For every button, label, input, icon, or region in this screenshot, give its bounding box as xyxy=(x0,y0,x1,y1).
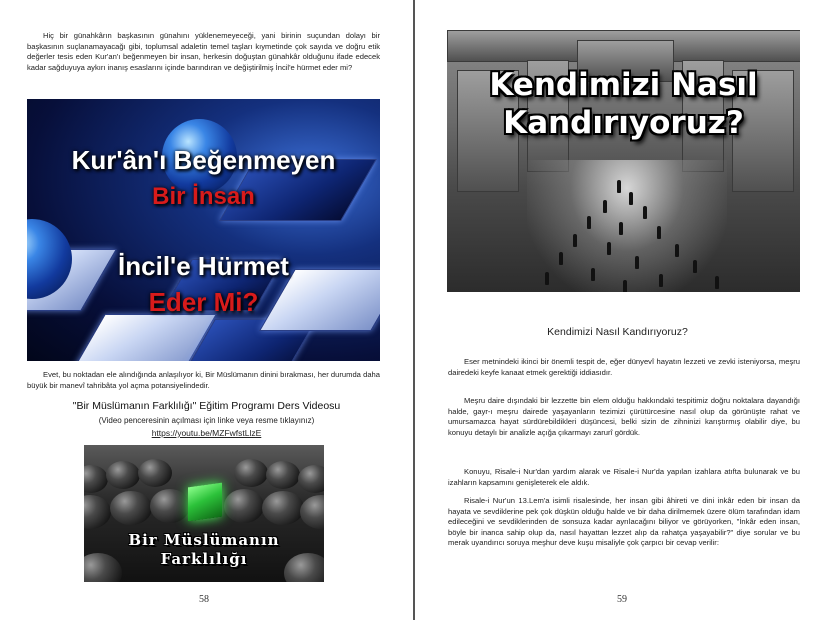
person xyxy=(623,280,627,292)
person xyxy=(573,234,577,247)
right-paragraph-3: Konuyu, Risale-i Nur'dan yardım alarak ve Risale-i Nur'da yapılan izahlara atıfta bulunarak ve bu izahların kapsamını genişleterek ele aldık. xyxy=(448,467,800,487)
ball xyxy=(262,491,304,525)
ball xyxy=(224,489,264,523)
ball xyxy=(298,465,324,493)
ball xyxy=(150,489,190,523)
ball xyxy=(138,459,172,487)
kendimizi-title-line2: Kandırıyoruz? xyxy=(503,105,744,141)
ball xyxy=(84,495,111,529)
kuran-title-line4: Eder Mi? xyxy=(148,287,259,317)
person xyxy=(629,192,633,205)
person xyxy=(619,222,623,235)
person xyxy=(635,256,639,269)
right-paragraph-4: Risale-i Nur'un 13.Lem'a isimli risalesinde, her insan gibi âhireti ve dini inkâr eden bir insan da hayata ve sevdiklerine pek çok düşkün olduğu halde ve bir daha dirilmemek üzere ölüm tarafından idam edileceğini ve sevdiklerinden de sonsuza kadar ayrılacağını biliyor ve görüyorken, "İnkâr eden insan, böyle bir inanca sahip olup da, nasıl hayattan lezzet alıp da rahatça yaşayabilir?" diye sorular ve bu merak uyandırıcı soruya meşhur deve kuşu misaliyle çok çarpıcı bir cevap verilir: xyxy=(448,496,800,548)
kendimizi-image xyxy=(447,30,800,292)
ball xyxy=(84,465,108,493)
bir-title-line1: Bir Müslümanın xyxy=(128,531,280,549)
person xyxy=(693,260,697,273)
person xyxy=(587,216,591,229)
person xyxy=(715,276,719,289)
person xyxy=(591,268,595,281)
ball xyxy=(110,491,152,525)
person xyxy=(559,252,563,265)
person xyxy=(657,226,661,239)
kendimizi-title-line1: Kendimizi Nasıl xyxy=(489,67,758,103)
kuran-image[interactable] xyxy=(27,99,380,361)
video-note: (Video penceresinin açılması için linke veya resme tıklayınız) xyxy=(98,416,315,425)
page-number-left: 58 xyxy=(199,594,209,605)
bir-title-line2: Farklılığı xyxy=(160,550,248,568)
intro-paragraph: Hiç bir günahkârın başkasının günahını yüklenemeyeceği, yani birinin suçundan dolayı bir başkasının suçlanamayacağı gibi, toplumsal adaletin temel taşları kıymetinde çok sayıda ve doğru etik değerler tesis eden Kur'an'ı beğenmeyen bir insan, herkesin doğuştan günahkâr olduğunu ifade edecek kadar sağduyuya aykırı inanış esaslarını içinde barındıran ve değiştirilmiş İncil'e hürmet eder mi? xyxy=(27,31,380,72)
person xyxy=(545,272,549,285)
ball xyxy=(266,461,300,489)
ball xyxy=(234,459,268,487)
video-link[interactable]: https://youtu.be/MZFwfstLlzE xyxy=(151,428,262,438)
person xyxy=(659,274,663,287)
page-number-right: 59 xyxy=(617,594,627,605)
person xyxy=(643,206,647,219)
person xyxy=(617,180,621,193)
person xyxy=(603,200,607,213)
floor-light xyxy=(527,160,727,292)
ball xyxy=(106,461,140,489)
ball xyxy=(300,495,324,529)
kuran-title-line1: Kur'ân'ı Beğenmeyen xyxy=(71,145,336,175)
kuran-title-line3: İncil'e Hürmet xyxy=(118,251,289,281)
right-heading: Kendimizi Nasıl Kandırıyoruz? xyxy=(547,326,688,338)
after-image-paragraph: Evet, bu noktadan ele alındığında anlaşılıyor ki, Bir Müslümanın dinini bırakması, her durumda daha büyük bir manevî tahribâta yol açma potansiyelindedir. xyxy=(27,370,380,390)
person xyxy=(607,242,611,255)
video-title: "Bir Müslümanın Farklılığı" Eğitim Programı Ders Videosu xyxy=(72,400,341,412)
right-paragraph-1: Eser metnindeki ikinci bir önemli tespit de, eğer dünyevî hayatın lezzeti ve zevki isteniyorsa, meşru dairedeki keyfe kanaat etmek gerektiği iddiasıdır. xyxy=(448,357,800,377)
person xyxy=(675,244,679,257)
kuran-title-line2: Bir İnsan xyxy=(152,183,255,210)
right-paragraph-2: Meşru daire dışındaki bir lezzette bin elem olduğu hakkındaki tespitimiz doğru noktalara dayandığı halde, gayr-ı meşru dairede yaşayanların tezimizi çürütürcesine nasıl olup da görünüşte rahat ve umursamazca hayat sürdürebildikleri düşüncesi, belki sizin de zihninizi karıştırmış olabilir diye, bu konuyu detaylı bir analizle açığa çıkarmayı zarurî gördük. xyxy=(448,396,800,437)
green-cube xyxy=(188,483,222,522)
bir-muslumanin-image[interactable] xyxy=(84,445,324,582)
